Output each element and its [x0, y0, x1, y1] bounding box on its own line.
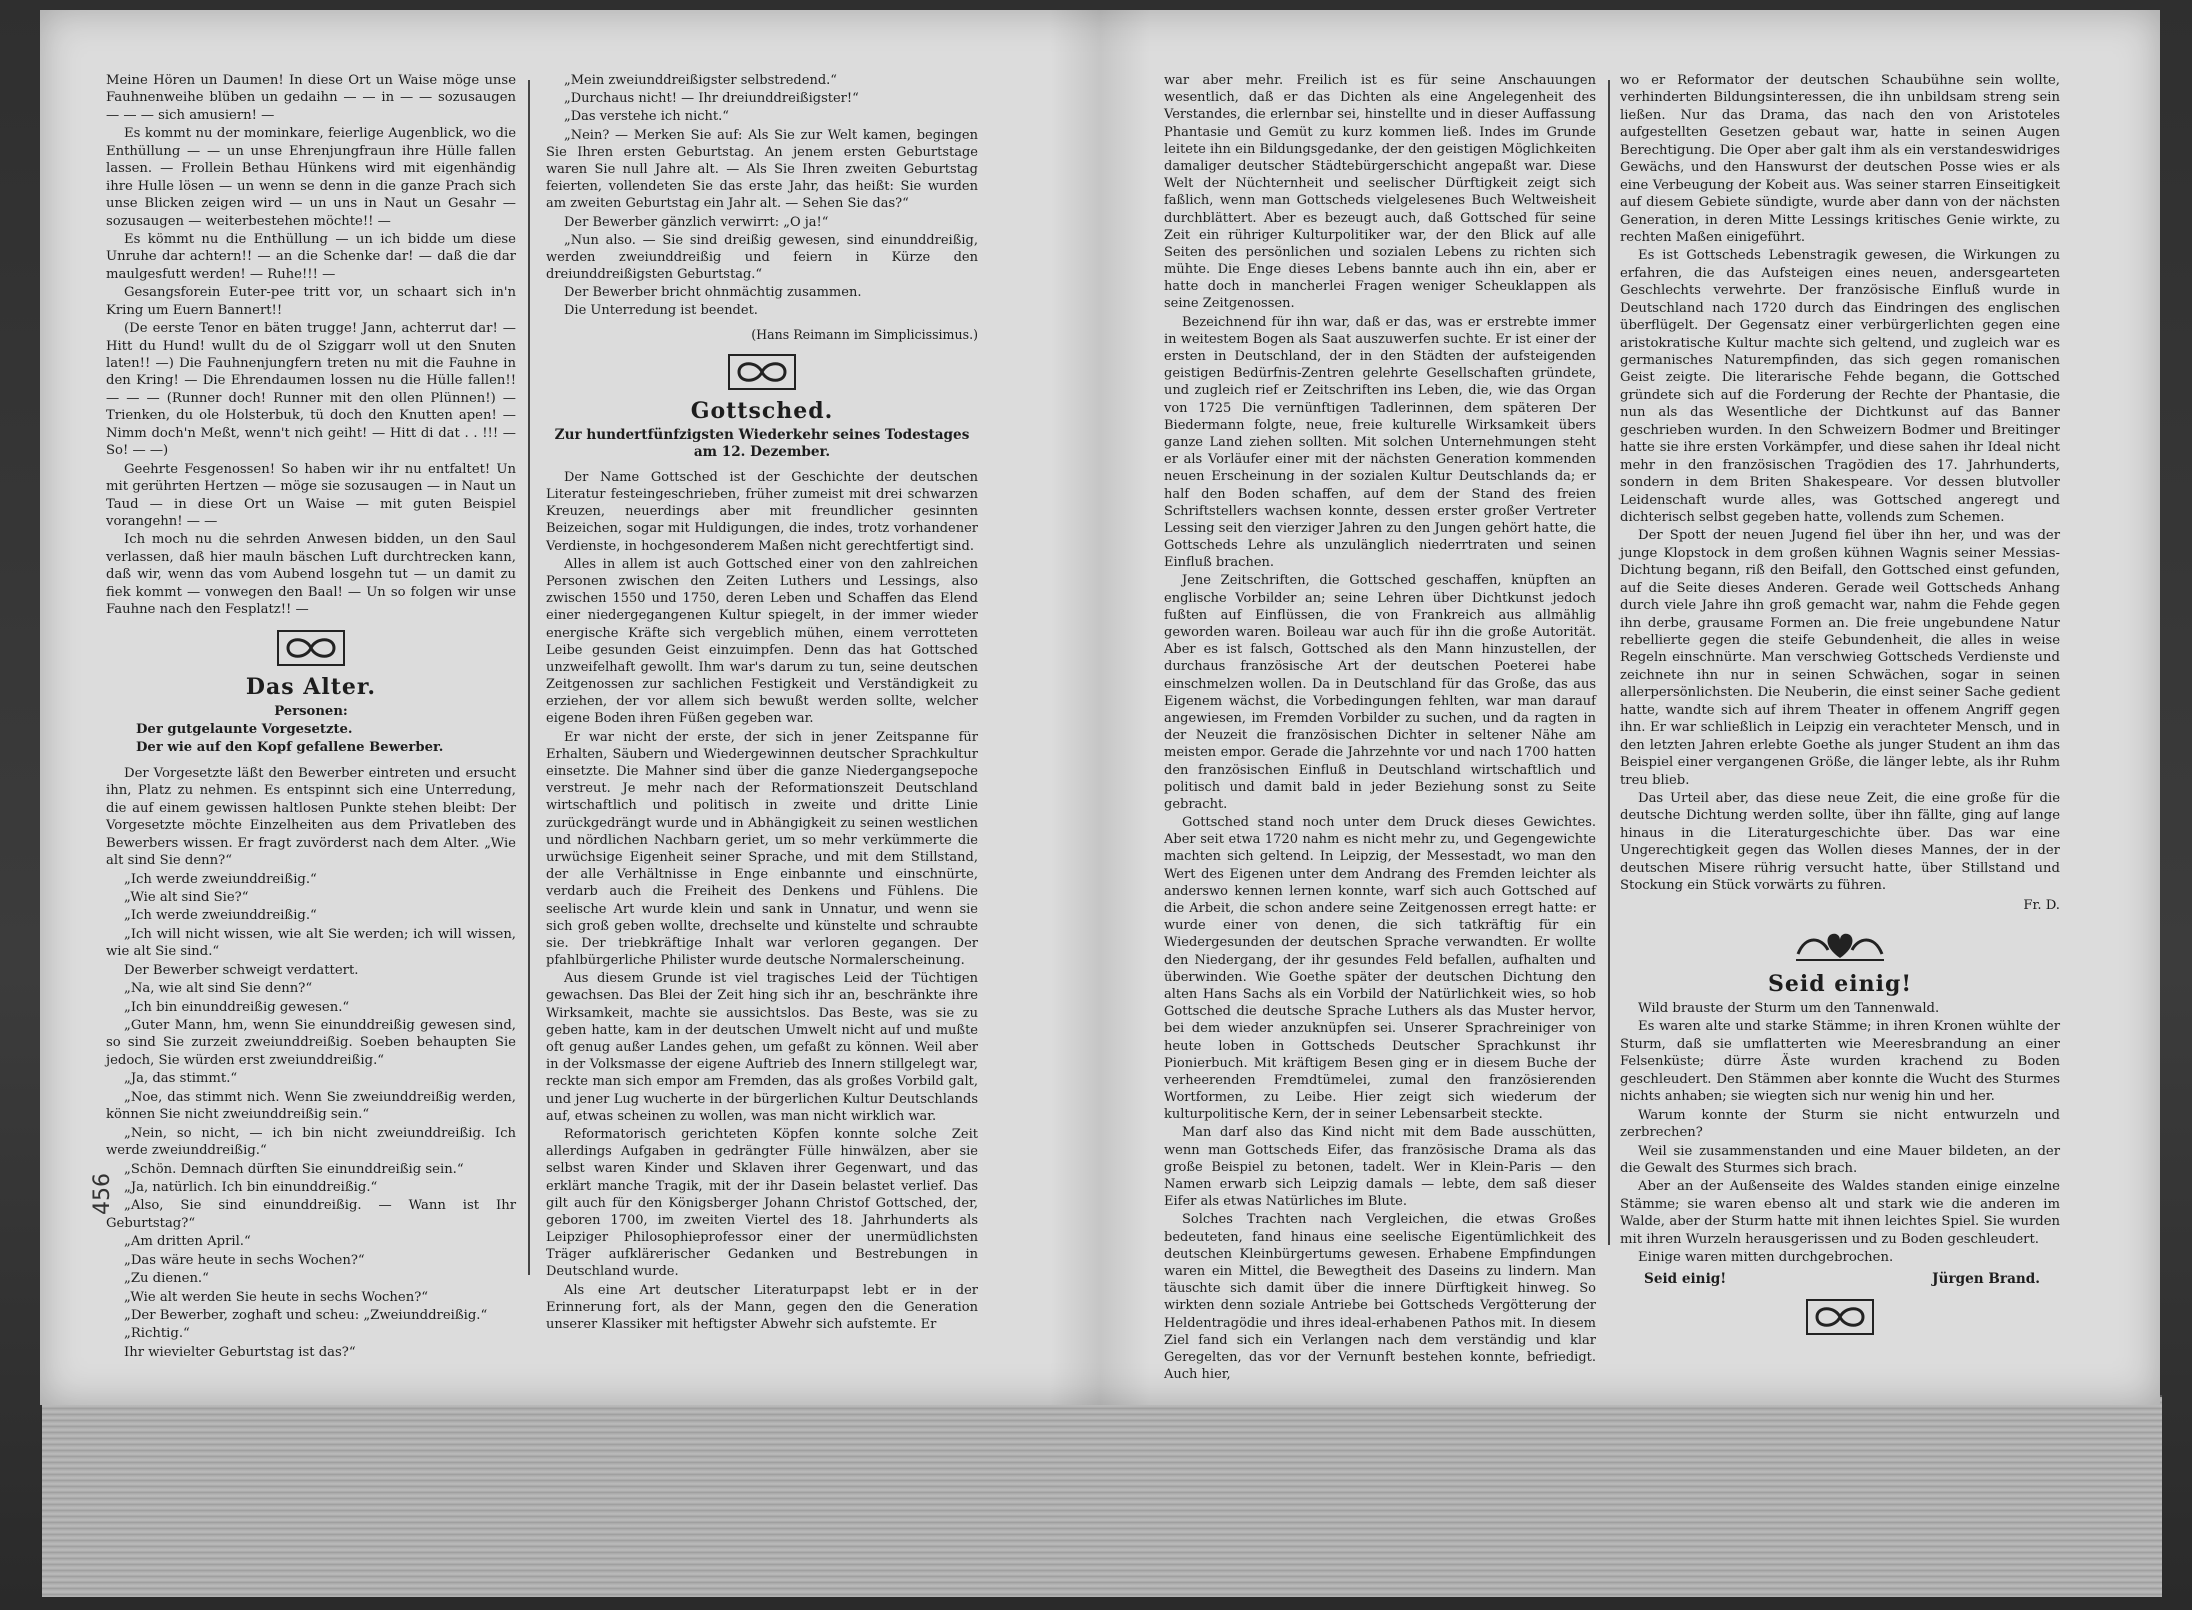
paragraph: Als eine Art deutscher Literaturpapst lebt er in der Erinnerung fort, als der Mann, gegen den die Generation unserer Klassiker mit heftigster Abwehr sich aufstemte. Er: [546, 1282, 978, 1332]
paragraph: „Am dritten April.“: [124, 1234, 251, 1250]
paragraph: Der Bewerber bricht ohnmächtig zusammen.: [564, 285, 862, 301]
column-rule: [528, 80, 530, 1275]
paragraph: Wild brauste der Sturm um den Tannenwald.: [1638, 1001, 1940, 1016]
paragraph: „Durchaus nicht! — Ihr dreiunddreißigster!“: [564, 91, 859, 107]
column-3-paragraphs: [1164, 72, 1596, 1383]
paragraph: Die Unterredung ist beendet.: [564, 303, 758, 319]
paragraph: „Ja, natürlich. Ich bin einunddreißig.“: [124, 1179, 378, 1195]
paragraph: Weil sie zusammenstanden und eine Mauer bildeten, an der die Gewalt des Sturmes sich brach.: [1620, 1143, 2060, 1176]
paragraph: Der Spott der neuen Jugend fiel über ihn her, und was der junge Klopstock in dem großen kühnen Wagnis seiner Messias-Dichtung begann, riß den Beifall, den Gottsched einst gefunden, auf die Seite dieses Anderen. Gerade weil Gottscheds Anhang durch viele Jahre ihn groß gemacht war, nahm die Fehde gegen ihn derbe, grausame Formen an. Die freie ungebundene Natur rebellierte gegen die steife Gebundenheit, die alles in weise Regeln einschnürte. Man verschwieg Gottscheds Verdienste und zeichnete ihn nur in seinen Schwächen, sogar in seinen allerpersönlichsten. Die Neuberin, die einst seiner Sache gedient hatte, wandte sich auf ihrem Theater in offenem Angriff gegen ihn. Er war schließlich in Leipzig ein verachteter Mensch, und in den letzten Jahren erlebte Goethe als junger Student an ihm das Beispiel einer vergangenen Größe, die länger lebte, als ihr Ruhm treu blieb.: [1620, 528, 2060, 788]
paragraph: „Zu dienen.“: [124, 1271, 209, 1287]
paragraph: „Schön. Demnach dürften Sie einunddreißig sein.“: [124, 1161, 464, 1177]
paragraph: Man darf also das Kind nicht mit dem Bade ausschütten, wenn man Gottscheds Eifer, das französische Drama als das große Beispiel zu betonen, tadelt. Wer in Klein-Paris — den Namen erwarb sich Leipzig damals — lebte, dem saß dieser Eifer als etwas Natürliches im Blute.: [1164, 1125, 1596, 1210]
paragraph: „Ich will nicht wissen, wie alt Sie werden; ich will wissen, wie alt Sie sind.“: [106, 926, 516, 960]
paragraph: Es kommt nu der mominkare, feierlige Augenblick, wo die Enthüllung — — un unse Ehrenjungfraun ihre Hülle fallen lassen. — Frollein Bethau Hünkens wird mit eigenhändig ihre Hulle lösen — un wenn se denn in die ganze Prach sich unse Blicken zeigen wird — un uns in Naut un Gesahr — sozusaugen — weiterbestehen möchte!! —: [106, 126, 516, 229]
paragraph: Warum konnte der Sturm sie nicht entwurzeln und zerbrechen?: [1620, 1107, 2060, 1141]
paragraph: „Mein zweiunddreißigster selbstredend.“: [564, 73, 837, 88]
paragraph: „Also, Sie sind einunddreißig. — Wann ist Ihr Geburtstag?“: [106, 1198, 516, 1231]
paragraph: Der Bewerber schweigt verdattert.: [124, 962, 359, 978]
dialogue-continued: [546, 72, 978, 320]
closing-left: Seid einig!: [1644, 1270, 1727, 1287]
paragraph: (De eerste Tenor en bäten trugge! Jann, achterrut dar! — Hitt du Hund! wullt du de ol Sziggarr woll ut den Snuten laten!! —) Die Fauhnenjungfern treten nu mit die Fauhne in den Kring! — Die Ehrendaumen lossen nu die Hülle fallen!! — — — (Runner doch! Runner mit den ollen Plünnen!) — Trienken, du ole Holsterbuk, tü doch den Knutten apen! — Nimm doch'n Meßt, wenn't nich geiht! — Hitt di dat . . !!! — So! — —): [106, 321, 516, 459]
paragraph: Gottsched stand noch unter dem Druck dieses Gewichtes. Aber seit etwa 1720 nahm es nicht mehr zu, und Gegengewichte machten sich geltend. In Leipzig, der Messestadt, wo man den Wert des Eigenen unter dem Andrang des Fremden leichter als anderswo kennen lernen konnte, warf sich auch Gottsched auf die Arbeit, die schon andere seine Zeitgenossen erregt hatte: er wurde einer von denen, die sich tatkräftig für ein Wiedergesunden der deutschen Sprache verwandten. Er wollte den Niedergang, der ihr gesundes Feld befallen, aufhalten und überwinden. Wie Goethe später der deutschen Dichtung den alten Hans Sachs als ein Vorbild der Natürlichkeit wies, so hob Gottsched die deutsche Sprache Luthers als das Muster hervor, bei dem wieder anzuknüpfen sei. Unserer Sprachreiniger von heute loben in Gottscheds Deutscher Sprachkunst ihr Pionierbuch. Mit kräftigem Besen ging er in diesem Buche der verheerenden Fremdtümelei, zumal den französierenden Wortformen, zu Leibe. Hier zeigt sich wiederum der kulturpolitische Kern, der in seiner Lebensarbeit steckte.: [1164, 815, 1596, 1123]
paragraph: wo er Reformator der deutschen Schaubühne sein wollte, verhinderten Bildungsinteressen, die ihn unbildsam streng sein ließen. Nur das Drama, das nach den von Aristoteles aufgestellten Gesetzen gebaut war, hatte in seinen Augen Berechtigung. Die Oper aber galt ihm als ein verstandeswidriges Gewächs, und den Hanswurst der deutschen Posse wies er als eine Verbeugung der Kobeit aus. Was seiner starren Einseitigkeit auf diesem Gebiete sündigte, wurde aber dann von der nächsten Generation, in deren Mitte Lessings kritisches Genie wirkte, zu rechten Maßen einigeführt.: [1620, 73, 2060, 245]
paragraph: „Guter Mann, hm, wenn Sie einunddreißig gewesen sind, so sind Sie zurzeit zweiunddreißig. Soeben behaupten Sie jedoch, Sie würden erst zweiunddreißig.“: [106, 1018, 516, 1068]
article-title-seid-einig: Seid einig!: [1767, 971, 1913, 997]
paragraph: „Ich werde zweiunddreißig.“: [124, 871, 317, 887]
paragraph: „Ich bin einunddreißig gewesen.“: [124, 999, 350, 1015]
paragraph: Einige waren mitten durchgebrochen.: [1638, 1250, 1894, 1266]
column-1: [106, 72, 516, 1362]
article-title-gottsched: Gottsched.: [690, 397, 834, 424]
person-entry: Der gutgelaunte Vorgesetzte.: [136, 722, 353, 737]
paragraph: Aber an der Außenseite des Waldes standen einige einzelne Stämme; sie waren ebenso alt und stark wie die anderen im Walde, aber der Sturm hatte mit ihnen leichtes Spiel. Sie wurden mit ihren Wurzeln herausgerissen und zu Boden geschleudert.: [1620, 1179, 2060, 1247]
column-rule: [1608, 80, 1610, 1245]
paragraph: „Wie alt sind Sie?“: [124, 889, 249, 905]
paragraph: Es waren alte und starke Stämme; in ihren Kronen wühlte der Sturm, daß sie umflatterten wie Meeresbrandung an einer Felsenküste; dürre Äste wurden krachend zu Boden geschleudert. Den Stämmen aber konnte die Wucht des Sturmes nichts anhaben; sie wiegten sich nur wenig hin und her.: [1620, 1019, 2060, 1105]
heart-ornament-icon: [1792, 924, 1888, 964]
poem-seid-einig: [1620, 1000, 2060, 1267]
credit: (Hans Reimann im Simplicissimus.): [751, 326, 978, 342]
paragraph: „Noe, das stimmt nich. Wenn Sie zweiunddreißig werden, können Sie nicht zweiunddreißig sein.“: [106, 1089, 516, 1123]
column-4: [1620, 72, 2060, 1342]
ornament-icon: [276, 629, 346, 667]
article-signature: Fr. D.: [2023, 897, 2060, 913]
paragraph: Es ist Gottscheds Lebenstragik gewesen, die Wirkungen zu erfahren, die das Aufsteigen eines neuen, andersgearteten Geschlechts verwehrte. Der französische Einfluß wurde in Deutschland nach 1720 durch das Eindringen des englischen überflügelt. Der Gegensatz einer verbürgerlichten gegen eine aristokratische Kultur machte sich geltend, und zugleich war es germanisches Naturempfinden, das sich gegen romanischen Geist zeigte. Die literarische Fehde begann, die Gottsched gründete sich auf die Forderung der Rechte der Phantasie, die nun als das Wesentliche der Dichtkunst auf das Banner geschrieben wurden. In den Schweizern Bodmer und Breitinger hatte sie ihre ersten Vorkämpfer, und diese sahen ihr Ideal nicht mehr in den französischen Tragödien des 17. Jahrhunderts, sondern in dem Briten Shakespeare. Vor dessen blutvoller Leidenschaft wurde alles, was Gottsched angeregt und dichterisch selbst gegeben hatte, vollends zum Schemen.: [1620, 248, 2060, 525]
page-edge: [42, 1395, 2162, 1597]
paragraph: Bezeichnend für ihn war, daß er das, was er erstrebte immer in weitestem Bogen als Saat auszuwerfen suchte. Er ist einer der ersten in Deutschland, der in den Städten der aufsteigenden geistigen Bedürfnis-Zentren gelehrte Gesellschaften gründete, und zugleich rief er Zeitschriften ins Leben, die, wie das Organ von 1725 Die vernünftigen Tadlerinnen, dem späteren Der Biedermann folgte, neue, freie kulturelle Wirksamkeit übers ganze Land ziehen sollten. Mit solchen Unternehmungen steht er als Vorläufer einer mit der nächsten Generation kommenden neuen Erscheinung in der sozialen Kultur Deutschlands da; er half den Boden schaffen, auf dem der Stand des freien Schriftstellers wachsen konnte, dessen erster großer Vertreter Lessing seit den vierziger Jahren zu den Jungen gehört hatte, die Gottscheds Lehre als unzulänglich niederrtraten und seinen Einfluß brachen.: [1164, 314, 1596, 571]
paragraph: Alles in allem ist auch Gottsched einer von den zahlreichen Personen zwischen den Zeiten Luthers und Lessings, also zwischen 1550 und 1750, deren Leben und Schaffen das Elend einer niedergegangenen Kultur spiegelt, in der immer wieder energische Kräfte sich vergeblich mühen, einem verrotteten Leibe gesunden Geist einzuimpfen. Denn das hat Gottsched unzweifelhaft gewollt. Ihm war's darum zu tun, seine deutschen Zeitgenossen zur sachlichen Festigkeit und Verständigkeit zu erziehen, der vor allem sich bewußt werden sollte, welcher eigene Boden ihren Füßen gegeben war.: [546, 556, 978, 727]
page-number: 456: [90, 1173, 115, 1215]
paragraph: „Richtig.“: [124, 1326, 190, 1342]
column-2: [546, 72, 978, 1334]
paragraph: Es kömmt nu die Enthüllung — un ich bidde um diese Unruhe dar achtern!! — an die Schenke dar! — daß die dar maulgesfutt werden! — Ruhe!!! —: [106, 231, 516, 282]
paragraph: Geehrte Fesgenossen! So haben wir ihr nu entfaltet! Un mit gerührten Hertzen — möge sie sozusaugen — in Naut un Taud — in diese Ort un Waise — mit guten Beispiel vorangehn! — —: [106, 461, 516, 529]
personen-label: Personen:: [274, 703, 348, 719]
article-title-alter: Das Alter.: [245, 673, 377, 700]
paragraph: „Der Bewerber, zoghaft und scheu: „Zweiunddreißig.“: [124, 1308, 488, 1323]
paragraph: „Nein, so nicht, — ich bin nicht zweiunddreißig. Ich werde zweiunddreißig.“: [106, 1125, 516, 1159]
paragraph: Der Name Gottsched ist der Geschichte der deutschen Literatur festeingeschrieben, früher zumeist mit drei schwarzen Kreuzen, neuerdings aber mit freundlicher gesinnten Beizeichen, sogar mit Huldigungen, die indes, trotz vorhandener Verdienste, in hochgesonderem Maßen nicht gerechtfertigt sind.: [546, 469, 978, 554]
gutter-shadow: [1050, 10, 1150, 1405]
paragraph: Das Urteil aber, das diese neue Zeit, die eine große für die deutsche Dichtung werden sollte, über ihn fällte, ging auf lange hinaus in die Literaturgeschichte über. Das war eine Ungerechtigkeit gegen das Wollen dieses Mannes, der in der deutschen Misere rührig versucht hatte, über Stillstand und Stockung ein Stück vorwärts zu führen.: [1620, 790, 2060, 894]
closing-line: [1620, 1271, 2060, 1288]
paragraph: „Das wäre heute in sechs Wochen?“: [124, 1252, 365, 1268]
column-3: [1164, 72, 1596, 1384]
paragraph: Meine Hören un Daumen! In diese Ort un Waise möge unse Fauhnenweihe blüben un gedaihn — — in — — sozusaugen — — — sich amusiern! —: [106, 73, 516, 123]
paragraph: „Wie alt werden Sie heute in sechs Wochen?“: [124, 1289, 429, 1305]
paragraph: Solches Trachten nach Vergleichen, die etwas Großes bedeuteten, fand hinaus eine seelische Eigentümlichkeit des deutschen Kleinbürgertums gewesen. Erhabene Empfindungen waren ein Mittel, die Bewegtheit des Daseins zu lindern. Man täuschte sich damit über die innere Dürftigkeit hinweg. So wirkten denn soziale Antriebe bei Gottscheds Vergötterung der Heldentragödie und ihres ideal-erhabenen Pathos mit. In diesem Ziel fand sich ein Verlangen nach dem verständig und klar Geregelten, das vor der Vernunft bestehen konnte, befriedigt. Auch hier,: [1164, 1212, 1596, 1383]
article-subtitle: Zur hundertfünfzigsten Wiederkehr seines Todestages am 12. Dezember.: [554, 426, 970, 460]
column-2-paragraphs: [546, 469, 978, 1333]
paragraph: Jene Zeitschriften, die Gottsched geschaffen, knüpften an englische Vorbilder an; seine Lehren über Dichtkunst jedoch fußten auf Einflüssen, die von Frankreich aus allmählig geworden waren. Boileau war auch für ihn die große Autorität. Aber es ist falsch, Gottsched als den Mann hinzustellen, der durchaus französische Art der deutschen Poeterei habe einschmelzen wollen. Da in Deutschland für das Große, das aus Eigenem wächst, die Vorbedingungen fehlten, war man darauf angewiesen, im Fremden Vorbilder zu suchen, und da ragten in der Neuzeit die französischen Dichter in seltener Nähe am meisten empor. Gerade die Jahrzehnte vor und nach 1700 hatten den französischen Einfluß in Deutschland wirtschaftlich und politisch und damit bald in jeder Beziehung sonst zu Seite gebracht.: [1164, 573, 1596, 812]
newspaper-spread: [40, 10, 2160, 1405]
dialogue-alter: [106, 765, 516, 1361]
paragraph: „Nun also. — Sie sind dreißig gewesen, sind einunddreißig, werden zweiunddreißig und feiern in Kürze den dreiunddreißigsten Geburtstag.“: [546, 232, 978, 283]
paragraph: Ich moch nu die sehrden Anwesen bidden, un den Saul verlassen, daß hier mauln bäschen Luft durchtrecken kann, daß wir, wenn das vom Aubend losgehn tut — un damit zu fiek kommt — vonwegen den Baal! — Un so folgen wir unse Fauhne nach den Fesplatz!! —: [106, 532, 516, 618]
person-entry: Der wie auf den Kopf gefallene Bewerber.: [136, 740, 444, 756]
paragraph: war aber mehr. Freilich ist es für seine Anschauungen wesentlich, daß er das Dichten als eine Angelegenheit des Verstandes, die erlernbar sei, hinstellte und in dieser Auffassung Phantasie und Gemüt zu kurz kommen ließ. Indes im Grunde leitete ihn ein Bildungsgedanke, der den geistigen Möglichkeiten damaliger deutscher Städtebürgerschicht angepaßt war. Diese Welt der Nüchternheit und seelischer Dürftigkeit zeigt sich faßlich, wenn man Gottscheds vielgelesenes Buch Weltweisheit durchblättert. Aber es bezeugt auch, daß Gottsched für seine Zeit ein rühriger Kulturpolitiker war, der den Blick auf alle Seiten des persönlichen und sozialen Lebens zu richten sich mühte. Die Enge dieses Lebens bannte auch ihn ein, aber er hatte doch in mancherlei Fragen weniger Scheuklappen als seine Zeitgenossen.: [1164, 73, 1596, 312]
ornament-icon: [727, 353, 797, 391]
closing-right: Jürgen Brand.: [1932, 1270, 2040, 1287]
paragraph: Aus diesem Grunde ist viel tragisches Leid der Tüchtigen gewachsen. Das Blei der Zeit hing sich ihr an, beschränkte ihre Wirksamkeit, machte sie aussichtslos. Das Beste, was sie zu geben hatte, kam in der deutschen Umwelt nicht auf und mußte oft genug außer Landes gehen, um gefaßt zu können. Weil aber in der Volksmasse der eigene Auftrieb des Innern stillgelegt war, reckte man sich empor am Fremden, das als großes Vorbild galt, und jener Lug wucherte in der bürgerlichen Kultur Deutschlands auf, etwas scheinen zu wollen, was man nicht wirklich war.: [546, 971, 978, 1124]
paragraph: „Na, wie alt sind Sie denn?“: [124, 981, 313, 997]
paragraph: Der Bewerber gänzlich verwirrt: „O ja!“: [564, 214, 829, 230]
paragraph: Der Vorgesetzte läßt den Bewerber eintreten und ersucht ihn, Platz zu nehmen. Es entspinnt sich eine Unterredung, die auf einem gewissen haltlosen Punkte stehen bleibt: Der Vorgesetzte möchte Einzelheiten aus dem Privatleben des Bewerbers wissen. Er fragt zuvörderst nach dem Alter. „Wie alt sind Sie denn?“: [106, 765, 516, 869]
paragraph: Gesangsforein Euter-pee tritt vor, un schaart sich in'n Kring um Euern Bannert!!: [106, 285, 516, 318]
column-1-paragraphs: [106, 72, 516, 619]
paragraph: „Ich werde zweiunddreißig.“: [124, 908, 317, 924]
paragraph: „Nein? — Merken Sie auf: Als Sie zur Welt kamen, begingen Sie Ihren ersten Geburtstag. An jenem ersten Geburtstage waren Sie null Jahre alt. — Als Sie Ihren zweiten Geburtstag feierten, vollendeten Sie das erste Jahr, das heißt: Sie wurden am zweiten Geburtstag ein Jahr alt. — Sehen Sie das?“: [546, 127, 978, 212]
column-4-paragraphs: [1620, 72, 2060, 895]
paragraph: „Das verstehe ich nicht.“: [564, 109, 729, 125]
paragraph: „Ja, das stimmt.“: [124, 1071, 238, 1087]
paragraph: Ihr wievielter Geburtstag ist das?“: [124, 1344, 356, 1360]
personen-list: [106, 721, 516, 757]
paragraph: Er war nicht der erste, der sich in jener Zeitspanne für Erhalten, Säubern und Wiedergewinnen deutscher Sprachkultur einsetzte. Die Mahner sind über die ganze Niedergangsepoche verstreut. Je mehr nach der Reformationszeit Deutschland wirtschaftlich und politisch in zweite und dritte Linie zurückgedrängt wurde und in Abhängigkeit zu seinen westlichen und nördlichen Nachbarn geriet, um so mehr verkümmerte die urwüchsige Eigenheit seiner Sprache, und mit dem Stillstand, der alle Verhältnisse in Enge einbannte und einschnürte, verdarb auch die Freiheit des Denkens und Fühlens. Die seelische Art wurde klein und sank in Unnatur, und wenn sie sich groß geben wollte, drechselte und künstelte und schraubte sie. Der triebkräftige Inhalt war verloren gegangen. Der pfahlbürgerliche Philister wurde deutsche Normalerscheinung.: [546, 729, 978, 969]
paragraph: Reformatorisch gerichteten Köpfen konnte solche Zeit allerdings Aufgaben in gedrängter Fülle hinwälzen, aber sie selbst waren Kinder und Sklaven ihrer Gegenwart, und das erklärt manche Tragik, mit der ihr Dasein belastet verlief. Das gilt auch für den Königsberger Johann Christof Gottsched, der, geboren 1700, im zweiten Viertel des 18. Jahrhunderts als Leipziger Philosophieprofessor einer der unermüdlichsten Träger aufklärerischer Gedanken und Bestrebungen in Deutschland wurde.: [546, 1126, 978, 1280]
ornament-icon: [1805, 1298, 1875, 1336]
